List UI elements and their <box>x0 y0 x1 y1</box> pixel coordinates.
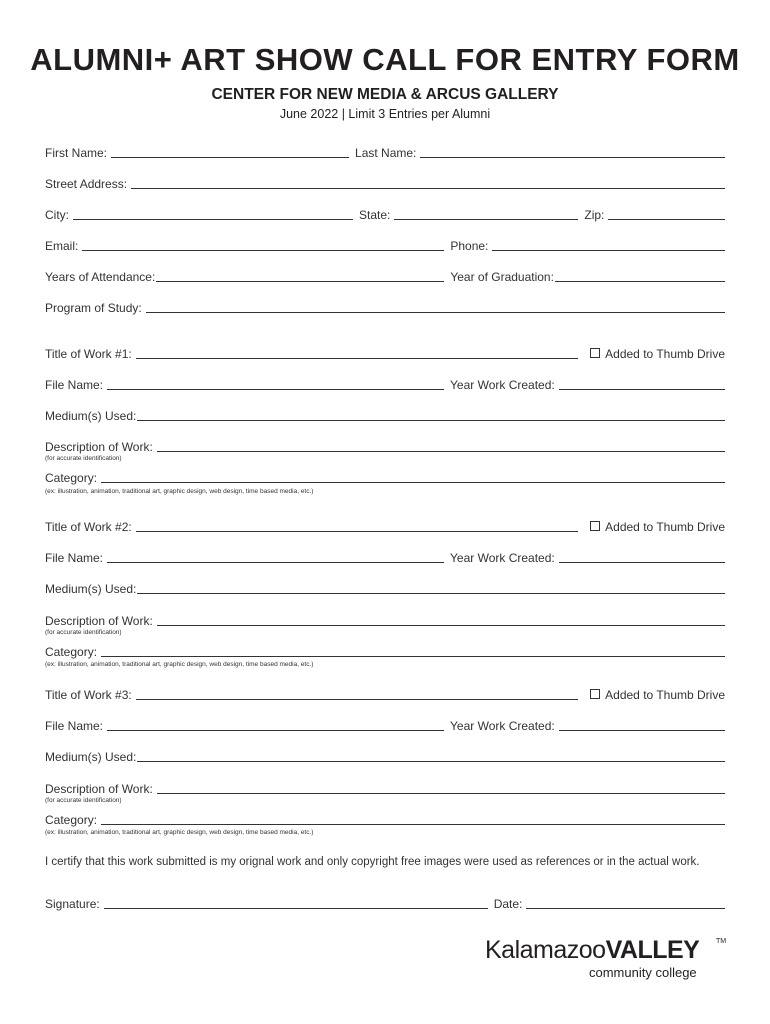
entry-1-description-row <box>45 438 725 454</box>
entry-3-thumb-checkbox[interactable] <box>590 689 600 699</box>
first-name-field[interactable] <box>111 157 349 158</box>
certification-statement: I certify that this work submitted is my orignal work and only copyright free images were used as references or in the actual work. <box>45 856 700 868</box>
entry-1-year-field[interactable] <box>559 389 725 390</box>
phone-label: Phone: <box>450 239 489 253</box>
entry-1-description-field[interactable] <box>157 451 725 452</box>
entry-1-medium-row <box>45 407 725 423</box>
entry-1-file-label: File Name: <box>45 378 104 392</box>
year-graduation-label: Year of Graduation: <box>450 270 554 284</box>
logo-name-bold: VALLEY <box>605 936 700 964</box>
entry-2-thumb-label: Added to Thumb Drive <box>605 520 725 534</box>
signature-row <box>45 895 725 911</box>
email-field[interactable] <box>82 250 444 251</box>
state-field[interactable] <box>394 219 578 220</box>
entry-3-thumb-label: Added to Thumb Drive <box>605 688 725 702</box>
street-field[interactable] <box>131 188 725 189</box>
entry-1-category-label: Category: <box>45 471 98 485</box>
date-field[interactable] <box>526 908 725 909</box>
years-attendance-label: Years of Attendance: <box>45 270 156 284</box>
entry-1-description-note: (for accurate identification) <box>45 455 122 462</box>
entry-2-title-label: Title of Work #2: <box>45 520 132 534</box>
entry-2-description-label: Description of Work: <box>45 614 153 628</box>
form-details: June 2022 | Limit 3 Entries per Alumni <box>279 107 491 121</box>
logo-name-light: Kalamazoo <box>485 936 606 964</box>
entry-1-file-row <box>45 376 725 392</box>
entry-2-file-label: File Name: <box>45 551 104 565</box>
entry-1-file-field[interactable] <box>107 389 444 390</box>
street-label: Street Address: <box>45 177 128 191</box>
entry-3-category-label: Category: <box>45 813 98 827</box>
entry-2-thumb-checkbox[interactable] <box>590 521 600 531</box>
entry-1-medium-field[interactable] <box>137 420 725 421</box>
entry-1-description-label: Description of Work: <box>45 440 153 454</box>
program-row <box>45 299 725 315</box>
entry-3-file-label: File Name: <box>45 719 104 733</box>
entry-1-medium-label: Medium(s) Used: <box>45 409 137 423</box>
entry-2-category-note: (ex: illustration, animation, traditional art, graphic design, web design, time based media, etc.) <box>45 661 314 668</box>
entry-2-category-label: Category: <box>45 645 98 659</box>
signature-field[interactable] <box>104 908 488 909</box>
entry-3-year-label: Year Work Created: <box>450 719 555 733</box>
entry-3-category-row <box>45 811 725 827</box>
entry-2-medium-label: Medium(s) Used: <box>45 582 137 596</box>
city-field[interactable] <box>73 219 353 220</box>
entry-1-category-note: (ex: illustration, animation, traditional art, graphic design, web design, time based media, etc.) <box>45 488 314 495</box>
entry-3-description-note: (for accurate identification) <box>45 797 122 804</box>
logo-subtitle: community college <box>589 965 697 980</box>
form-title: ALUMNI+ ART SHOW CALL FOR ENTRY FORM <box>30 42 740 77</box>
entry-3-file-row <box>45 717 725 733</box>
email-row <box>45 237 725 253</box>
entry-2-title-row <box>45 518 725 534</box>
entry-2-title-field[interactable] <box>136 531 578 532</box>
entry-2-category-field[interactable] <box>101 656 725 657</box>
entry-2-description-field[interactable] <box>157 625 725 626</box>
entry-3-medium-label: Medium(s) Used: <box>45 750 137 764</box>
entry-2-description-note: (for accurate identification) <box>45 629 122 636</box>
city-row <box>45 206 725 222</box>
entry-1-title-label: Title of Work #1: <box>45 347 132 361</box>
city-label: City: <box>45 208 69 222</box>
entry-1-thumb-label: Added to Thumb Drive <box>605 347 725 361</box>
attendance-row <box>45 268 725 284</box>
entry-1-title-row <box>45 345 725 361</box>
logo-trademark: TM <box>716 938 727 945</box>
entry-1-category-field[interactable] <box>101 482 725 483</box>
entry-1-thumb-checkbox[interactable] <box>590 348 600 358</box>
entry-3-description-row <box>45 780 725 796</box>
entry-3-description-label: Description of Work: <box>45 782 153 796</box>
name-row <box>45 144 725 160</box>
form-subtitle: CENTER FOR NEW MEDIA & ARCUS GALLERY <box>211 86 559 103</box>
entry-3-title-field[interactable] <box>136 699 578 700</box>
program-label: Program of Study: <box>45 301 142 315</box>
entry-1-category-row <box>45 469 725 485</box>
entry-2-year-field[interactable] <box>559 562 725 563</box>
entry-2-category-row <box>45 643 725 659</box>
year-graduation-field[interactable] <box>555 281 725 282</box>
entry-2-year-label: Year Work Created: <box>450 551 555 565</box>
years-attendance-field[interactable] <box>156 281 444 282</box>
entry-3-title-row <box>45 686 725 702</box>
entry-2-medium-row <box>45 580 725 596</box>
zip-label: Zip: <box>584 208 605 222</box>
entry-1-title-field[interactable] <box>136 358 578 359</box>
zip-field[interactable] <box>608 219 725 220</box>
signature-label: Signature: <box>45 897 100 911</box>
last-name-field[interactable] <box>420 157 725 158</box>
street-row <box>45 175 725 191</box>
phone-field[interactable] <box>492 250 725 251</box>
first-name-label: First Name: <box>45 146 108 160</box>
date-label: Date: <box>493 897 523 911</box>
last-name-label: Last Name: <box>355 146 417 160</box>
program-field[interactable] <box>146 312 725 313</box>
entry-3-description-field[interactable] <box>157 793 725 794</box>
entry-2-file-field[interactable] <box>107 562 444 563</box>
state-label: State: <box>359 208 391 222</box>
entry-3-category-field[interactable] <box>101 824 725 825</box>
entry-3-medium-field[interactable] <box>137 761 725 762</box>
entry-2-file-row <box>45 549 725 565</box>
entry-1-year-label: Year Work Created: <box>450 378 555 392</box>
entry-2-medium-field[interactable] <box>137 593 725 594</box>
entry-3-file-field[interactable] <box>107 730 444 731</box>
entry-3-year-field[interactable] <box>559 730 725 731</box>
entry-3-medium-row <box>45 748 725 764</box>
email-label: Email: <box>45 239 79 253</box>
entry-3-category-note: (ex: illustration, animation, traditional art, graphic design, web design, time based media, etc.) <box>45 829 314 836</box>
entry-3-title-label: Title of Work #3: <box>45 688 132 702</box>
logo-wordmark <box>485 936 699 965</box>
entry-2-description-row <box>45 612 725 628</box>
college-logo <box>485 936 730 986</box>
